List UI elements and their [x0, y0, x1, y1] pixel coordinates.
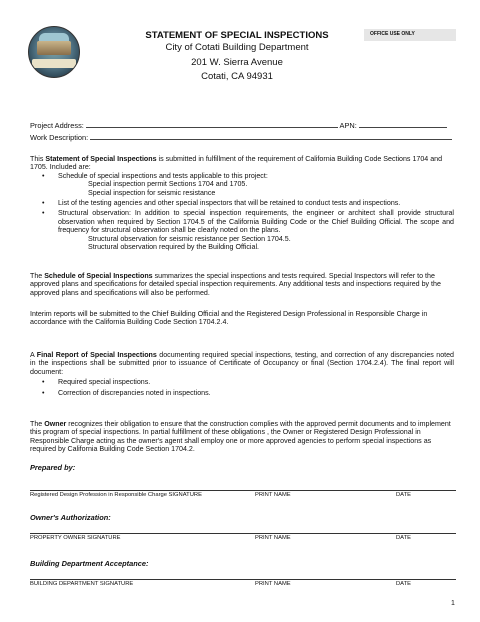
intro-bullet-3: • Structural observation: In addition to special inspection requirements, the engineer or architect shall provide structural observation when required by Section 1704.5 of the California Building Code or the Chief Building Official. The scope and frequency for structural observation shall be clearly noted on the plans. [30, 209, 454, 234]
building-dept-date-label: DATE [396, 581, 412, 587]
work-description-label: Work Description: [30, 133, 89, 142]
prepared-signature-label: Registered Design Profession in Responsible Charge SIGNATURE [30, 492, 202, 498]
building-dept-signature-label: BUILDING DEPARTMENT SIGNATURE [30, 581, 134, 587]
address-line-1: 201 W. Sierra Avenue [191, 57, 283, 68]
intro-post: is submitted in fulfillment of the requirement of California Building Code Sections 1704 and 1705. Included are: [30, 155, 443, 172]
department-name: City of Cotati Building Department [165, 42, 309, 53]
intro-bullet-3-sub-2: Structural observation required by the Building Official. [88, 243, 259, 252]
owner-post: recognizes their obligation to ensure that the construction complies with the approved permit documents and to implement this program of special inspections. In partial fulfillment of these obligations , the Owner or Registered Design Professional in Responsible Charge acting as the owner's agent shall employ one or more approved agencies to perform special inspections as required by California Building Code Section 1704.2. [30, 420, 451, 454]
intro-bullet-3-sub-1: Structural observation for seismic resistance per Section 1704.5. [88, 234, 291, 243]
city-seal-logo [28, 26, 80, 78]
owner-print-name-label: PRINT NAME [255, 535, 291, 541]
owner-bold: Owner [44, 420, 67, 428]
intro-paragraph [30, 155, 454, 172]
final-report-post: documenting required special inspections, testing, and correction of any discrepancies noted in the inspections shall be submitted prior to issuance of Certificate of Occupancy or final (Section 1704.2.4). The final report will document: [30, 351, 454, 376]
building-dept-print-name-label: PRINT NAME [255, 581, 291, 587]
schedule-pre: The [30, 272, 45, 280]
office-use-box: OFFICE USE ONLY [364, 29, 456, 41]
intro-bold: Statement of Special Inspections [45, 155, 157, 163]
apn-label: APN: [339, 121, 357, 130]
page-number: 1 [451, 600, 455, 607]
work-description-field[interactable] [90, 132, 452, 140]
building-dept-signature-line[interactable] [30, 579, 456, 580]
intro-bullet-1: • Schedule of special inspections and tests applicable to this project: [30, 172, 454, 180]
prepared-signature-line[interactable] [30, 490, 456, 491]
work-description-row [30, 132, 452, 142]
final-report-bullet-2: • Correction of discrepancies noted in inspections. [30, 389, 454, 397]
intro-section [30, 155, 454, 251]
owner-pre: The [30, 420, 45, 428]
owner-signature-label: PROPERTY OWNER SIGNATURE [30, 535, 121, 541]
interim-paragraph: Interim reports will be submitted to the Chief Building Official and the Registered Design Professional in Responsible Charge in accordance with the California Building Code Section 1704.2.4. [30, 310, 428, 327]
owner-paragraph [30, 420, 454, 454]
intro-pre: This [30, 155, 46, 163]
schedule-paragraph [30, 272, 454, 297]
schedule-post: summarizes the special inspections and tests required. Special Inspectors will refer to the approved plans and specifications for detailed special inspection requirements. Any additional tests and inspections required by the approved plans and specifications will also be performed. [30, 272, 441, 297]
final-report-paragraph [30, 351, 454, 376]
schedule-bold: Schedule of Special Inspections [44, 272, 153, 280]
address-line-2: Cotati, CA 94931 [201, 71, 273, 82]
prepared-print-name-label: PRINT NAME [255, 492, 291, 498]
document-title: STATEMENT OF SPECIAL INSPECTIONS [145, 30, 329, 41]
final-report-bold: Final Report of Special Inspections [36, 351, 157, 359]
intro-bullet-1-sub-1: Special inspection permit Sections 1704 and 1705. [88, 180, 248, 189]
apn-field[interactable] [359, 120, 447, 128]
owners-authorization-heading: Owner's Authorization: [30, 513, 111, 522]
intro-bullet-2: • List of the testing agencies and other special inspectors that will be retained to conduct tests and inspections. [30, 199, 454, 207]
owner-signature-line[interactable] [30, 533, 456, 534]
project-address-label: Project Address: [30, 121, 84, 130]
seal-banner [32, 59, 76, 68]
building-dept-acceptance-heading: Building Department Acceptance: [30, 559, 149, 568]
seal-building [37, 41, 71, 55]
project-address-row [30, 120, 447, 130]
project-address-field[interactable] [86, 120, 338, 128]
final-report-pre: A [30, 351, 37, 359]
prepared-date-label: DATE [396, 492, 412, 498]
final-report-section [30, 351, 454, 397]
owner-date-label: DATE [396, 535, 412, 541]
final-report-bullet-1: • Required special inspections. [30, 378, 454, 386]
intro-bullet-1-sub-2: Special inspection for seismic resistance [88, 188, 216, 197]
prepared-by-heading: Prepared by: [30, 463, 76, 472]
